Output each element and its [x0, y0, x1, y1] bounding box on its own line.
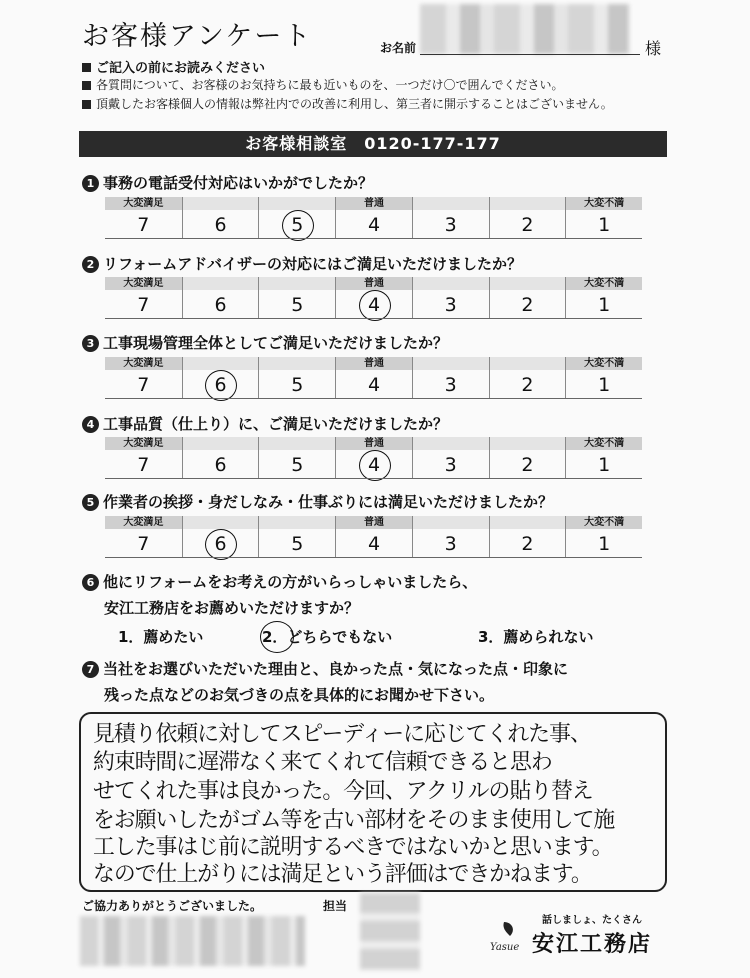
rating-value: 1: [598, 374, 611, 396]
question-number-badge: 3: [82, 335, 99, 352]
rating-value: 2: [521, 533, 534, 555]
rating-scale: [105, 516, 642, 558]
rating-value: 5: [291, 214, 304, 236]
rating-option-1[interactable]: [565, 357, 642, 399]
rating-option-5[interactable]: [258, 516, 335, 558]
square-bullet-icon: [82, 100, 91, 109]
rating-option-7[interactable]: [105, 357, 182, 399]
rating-option-2[interactable]: [489, 357, 566, 399]
rating-scale: [105, 437, 642, 479]
comment-box[interactable]: [79, 712, 667, 892]
square-bullet-icon: [82, 63, 91, 72]
q6-option-3[interactable]: 3．薦められない: [478, 628, 594, 646]
rating-option-1[interactable]: [565, 197, 642, 239]
rating-value: 1: [598, 214, 611, 236]
rating-option-2[interactable]: [489, 516, 566, 558]
rating-value: 7: [137, 294, 150, 316]
note-text: 各質問について、お客様のお気持ちに最も近いものを、一つだけ〇で囲んでください。: [96, 78, 564, 92]
rating-value: 7: [137, 214, 150, 236]
rating-scale-label: 大変不満: [584, 438, 625, 449]
rating-option-3[interactable]: [412, 357, 489, 399]
comment-line: 見積り依頼に対してスピーディーに応じてくれた事、: [93, 722, 591, 747]
address-redacted: [80, 916, 305, 966]
q7-title: [82, 658, 568, 679]
question-number-badge: 1: [82, 175, 99, 192]
rating-value: 2: [521, 374, 534, 396]
rating-value: 6: [214, 454, 227, 476]
rating-option-7[interactable]: [105, 516, 182, 558]
rating-scale: [105, 277, 642, 319]
question-number-badge: 2: [82, 256, 99, 273]
rating-option-1[interactable]: [565, 437, 642, 479]
q6-option-1[interactable]: 1．薦めたい: [118, 628, 204, 646]
question-text: 作業者の挨拶・身だしなみ・仕事ぶりには満足いただけましたか？: [103, 493, 554, 511]
q7-text-line1: 当社をお選びいただいた理由と、良かった点・気になった点・印象に: [103, 660, 569, 678]
rating-scale-label: 大変満足: [123, 438, 164, 449]
rating-band: [490, 357, 566, 370]
rating-option-7[interactable]: [105, 197, 182, 239]
q6-selected-circle: [260, 621, 294, 653]
scale-baseline: [105, 478, 642, 479]
rating-scale: [105, 197, 642, 239]
note-1: [82, 76, 564, 93]
scale-baseline: [105, 318, 642, 319]
staff-label: 担当: [323, 899, 348, 913]
customer-service-banner: お客様相談室 0120-177-177: [79, 131, 667, 157]
rating-band: [490, 437, 566, 450]
q6-title: [82, 571, 477, 592]
notes-heading-text: ご記入の前にお読みください: [96, 61, 266, 76]
name-redacted: [420, 4, 630, 54]
rating-value: 5: [291, 454, 304, 476]
rating-option-6[interactable]: [182, 437, 259, 479]
company-tagline: 話しましょ、たくさん: [542, 915, 642, 926]
rating-option-5[interactable]: [258, 277, 335, 319]
selected-answer-circle: [205, 370, 237, 401]
rating-value: 3: [444, 294, 457, 316]
rating-band: [413, 437, 489, 450]
scale-baseline: [105, 238, 642, 239]
question-text: 事務の電話受付対応はいかがでしたか？: [103, 174, 374, 192]
rating-option-6[interactable]: [182, 197, 259, 239]
rating-band: [413, 357, 489, 370]
rating-scale-label: 普通: [363, 517, 384, 528]
rating-option-1[interactable]: [565, 516, 642, 558]
rating-option-7[interactable]: [105, 277, 182, 319]
question-text: 工事現場管理全体としてご満足いただけましたか？: [103, 334, 449, 352]
rating-value: 7: [137, 374, 150, 396]
company-name: 安江工務店: [532, 932, 653, 957]
rating-scale-label: 普通: [363, 358, 384, 369]
rating-scale-label: 大変不満: [584, 278, 625, 289]
rating-scale-label: 大変満足: [123, 358, 164, 369]
thanks-text: ご協力ありがとうございました。: [82, 899, 263, 913]
question-3-title: [82, 332, 448, 353]
rating-value: 4: [367, 533, 381, 555]
question-number-badge: 6: [82, 574, 99, 591]
rating-value: 7: [137, 454, 150, 476]
rating-option-7[interactable]: [105, 437, 182, 479]
rating-option-3[interactable]: [412, 516, 489, 558]
rating-scale-label: 大変満足: [123, 198, 164, 209]
question-text: リフォームアドバイザーの対応にはご満足いただけましたか？: [103, 255, 522, 273]
rating-band: [413, 197, 489, 210]
name-label: お名前: [380, 41, 417, 55]
rating-scale-label: 普通: [363, 278, 384, 289]
rating-value: 2: [521, 294, 534, 316]
rating-option-2[interactable]: [489, 437, 566, 479]
rating-value: 4: [367, 374, 381, 396]
rating-band: [413, 277, 489, 290]
note-text: 頂戴したお客様個人の情報は弊社内での改善に利用し、第三者に開示することはございません。: [96, 97, 613, 111]
comment-line: せてくれた事は良かった。今回、アクリルの貼り替え: [93, 779, 593, 804]
rating-value: 6: [214, 374, 227, 396]
rating-band: [490, 197, 566, 210]
comment-line: なので仕上がりには満足という評価はできかねます。: [93, 862, 592, 887]
rating-scale-label: 普通: [363, 438, 384, 449]
rating-value: 3: [444, 214, 457, 236]
rating-value: 5: [291, 533, 304, 555]
rating-band: [259, 437, 335, 450]
question-2-title: [82, 253, 522, 274]
rating-option-3[interactable]: [412, 277, 489, 319]
note-2: [82, 95, 613, 112]
rating-value: 4: [367, 294, 381, 316]
rating-value: 7: [137, 533, 150, 555]
rating-scale-label: 大変不満: [584, 358, 625, 369]
name-underline: [420, 54, 640, 55]
rating-value: 6: [214, 294, 227, 316]
rating-band: [183, 437, 259, 450]
rating-scale-label: 大変満足: [123, 278, 164, 289]
rating-value: 3: [444, 533, 457, 555]
q7-text-line2: 残った点などのお気づきの点を具体的にお聞かせ下さい。: [104, 686, 495, 704]
question-number-badge: 4: [82, 416, 99, 433]
question-text: 工事品質（仕上り）に、ご満足いただけましたか？: [103, 415, 449, 433]
name-suffix: 様: [645, 39, 662, 58]
page-title: お客様アンケート: [82, 21, 313, 52]
rating-scale-label: 大変不満: [584, 198, 625, 209]
rating-value: 6: [214, 214, 227, 236]
rating-band: [183, 357, 259, 370]
rating-scale: [105, 357, 642, 399]
question-5-title: [82, 491, 553, 512]
rating-option-1[interactable]: [565, 277, 642, 319]
rating-band: [413, 516, 489, 529]
rating-value: 5: [291, 294, 304, 316]
question-number-badge: 7: [82, 661, 99, 678]
rating-band: [490, 277, 566, 290]
scale-baseline: [105, 398, 642, 399]
selected-answer-circle: [282, 210, 314, 241]
rating-value: 2: [521, 454, 534, 476]
company-logo: [488, 916, 528, 956]
q6-text-line1: 他にリフォームをお考えの方がいらっしゃいましたら、: [103, 573, 478, 591]
question-4-title: [82, 413, 448, 434]
rating-value: 6: [214, 533, 227, 555]
rating-value: 2: [521, 214, 534, 236]
rating-value: 3: [444, 374, 457, 396]
rating-band: [259, 277, 335, 290]
rating-band: [183, 197, 259, 210]
rating-option-6[interactable]: [182, 277, 259, 319]
rating-option-2[interactable]: [489, 277, 566, 319]
rating-value: 4: [367, 454, 381, 476]
selected-answer-circle: [359, 290, 391, 321]
rating-band: [183, 516, 259, 529]
comment-line: をお願いしたがゴム等を古い部材をそのまま使用して施: [93, 808, 615, 833]
rating-scale-label: 大変満足: [123, 517, 164, 528]
rating-value: 1: [598, 294, 611, 316]
scale-baseline: [105, 557, 642, 558]
rating-band: [259, 357, 335, 370]
staff-redacted: [360, 893, 420, 971]
notes-heading: [82, 57, 265, 76]
question-number-badge: 5: [82, 494, 99, 511]
rating-band: [259, 516, 335, 529]
leaf-icon: [503, 922, 512, 936]
rating-option-3[interactable]: [412, 437, 489, 479]
rating-value: 1: [598, 533, 611, 555]
rating-option-2[interactable]: [489, 197, 566, 239]
rating-value: 1: [598, 454, 611, 476]
rating-option-4[interactable]: [335, 357, 412, 399]
question-1-title: [82, 172, 373, 193]
comment-line: 工した事はじ前に説明するべきではないかと思います。: [93, 835, 613, 860]
rating-option-4[interactable]: [335, 516, 412, 558]
rating-band: [183, 277, 259, 290]
rating-value: 3: [444, 454, 457, 476]
rating-option-5[interactable]: [258, 357, 335, 399]
rating-option-3[interactable]: [412, 197, 489, 239]
rating-option-4[interactable]: [335, 197, 412, 239]
rating-scale-label: 大変不満: [584, 517, 625, 528]
comment-line: 約束時間に遅滞なく来てくれて信頼できると思わ: [93, 750, 552, 775]
selected-answer-circle: [359, 450, 391, 481]
rating-band: [490, 516, 566, 529]
rating-value: 4: [367, 214, 381, 236]
rating-band: [259, 197, 335, 210]
rating-option-5[interactable]: [258, 437, 335, 479]
rating-value: 5: [291, 374, 304, 396]
q6-option-2[interactable]: 2．どちらでもない: [262, 628, 393, 646]
logo-text: Yasue: [490, 942, 520, 953]
q6-text-line2: 安江工務店をお薦めいただけますか？: [104, 599, 360, 617]
square-bullet-icon: [82, 81, 91, 90]
rating-scale-label: 普通: [363, 198, 384, 209]
selected-answer-circle: [205, 529, 237, 560]
